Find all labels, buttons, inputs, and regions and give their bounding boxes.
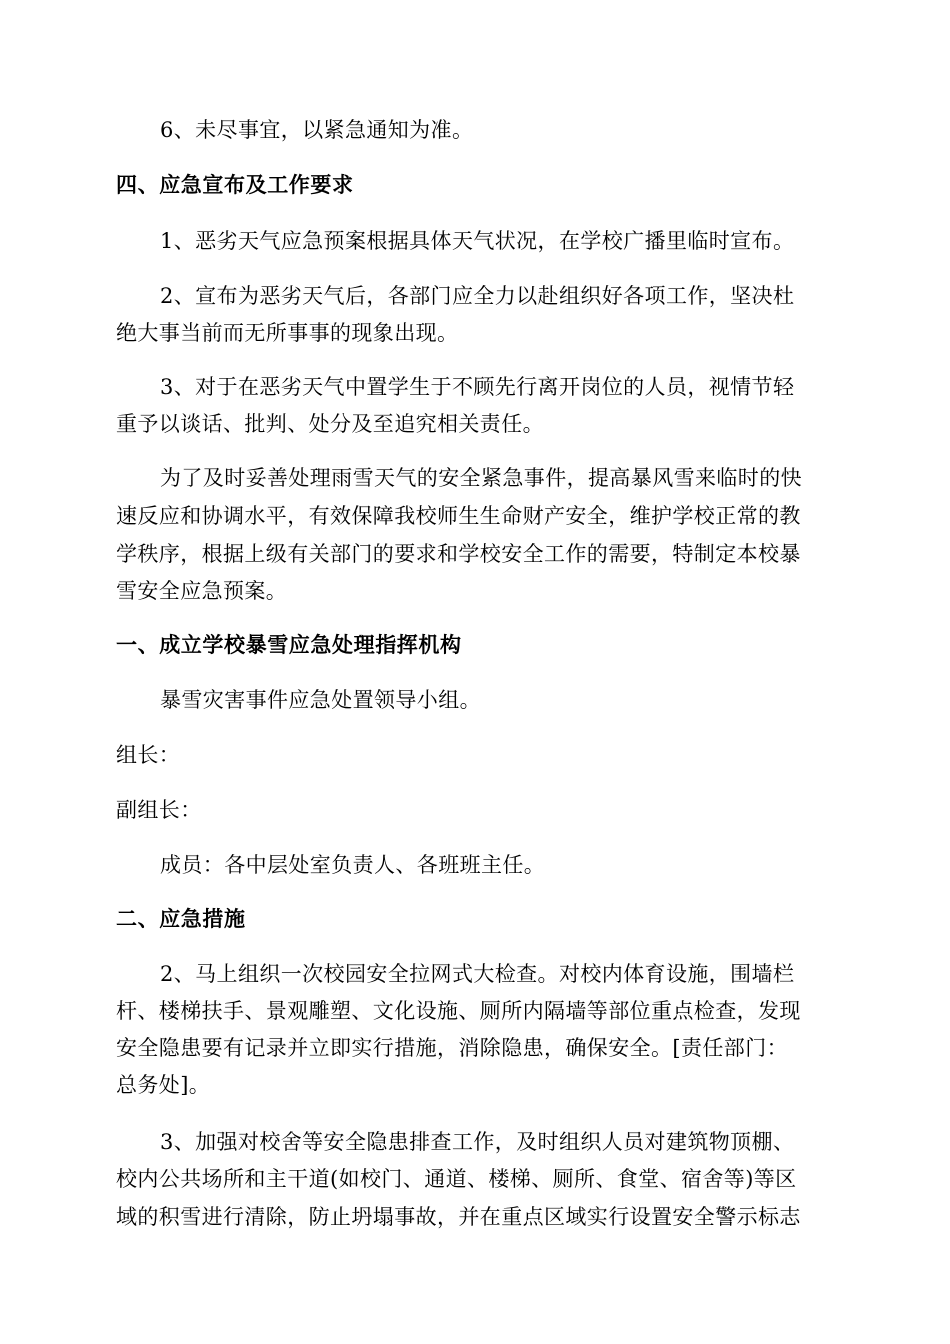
- measure-3-line-3: 域的积雪进行清除，防止坍塌事故，并在重点区域实行设置安全警示标志: [116, 1205, 801, 1229]
- item-3-line-1: 3、对于在恶劣天气中置学生于不顾先行离开岗位的人员，视情节轻: [160, 375, 795, 399]
- section-two-heading: 二、应急措施: [116, 907, 246, 931]
- measure-3-line-2: 校内公共场所和主干道(如校门、通道、楼梯、厕所、食堂、宿舍等)等区: [116, 1167, 797, 1191]
- intro-paragraph-line-3: 学秩序，根据上级有关部门的要求和学校安全工作的需要，特制定本校暴: [116, 542, 801, 566]
- item-1-text: 1、恶劣天气应急预案根据具体天气状况，在学校广播里临时宣布。: [160, 229, 795, 253]
- intro-paragraph-line-1: 为了及时妥善处理雨雪天气的安全紧急事件，提高暴风雪来临时的快: [160, 466, 802, 490]
- measure-2-line-1: 2、马上组织一次校园安全拉网式大检查。对校内体育设施，围墙栏: [160, 962, 795, 986]
- deputy-leader-label: 副组长：: [116, 798, 202, 822]
- intro-paragraph-line-4: 雪安全应急预案。: [116, 579, 288, 603]
- measure-2-line-2: 杆、楼梯扶手、景观雕塑、文化设施、厕所内隔墙等部位重点检查，发现: [116, 999, 801, 1023]
- members-text: 成员：各中层处室负责人、各班班主任。: [160, 853, 546, 877]
- section-one-heading: 一、成立学校暴雪应急处理指挥机构: [116, 633, 462, 657]
- item-2-line-2: 绝大事当前而无所事事的现象出现。: [116, 321, 459, 345]
- item-6-text: 6、未尽事宜，以紧急通知为准。: [160, 118, 474, 142]
- measure-2-line-3: 安全隐患要有记录并立即实行措施，消除隐患，确保安全。[责任部门：: [116, 1036, 788, 1060]
- item-2-line-1: 2、宣布为恶劣天气后，各部门应全力以赴组织好各项工作，坚决杜: [160, 284, 795, 308]
- section-four-heading: 四、应急宣布及工作要求: [116, 173, 354, 197]
- measure-3-line-1: 3、加强对校舍等安全隐患排查工作，及时组织人员对建筑物顶棚、: [160, 1130, 795, 1154]
- group-leader-label: 组长：: [116, 743, 181, 767]
- leadership-group-text: 暴雪灾害事件应急处置领导小组。: [160, 688, 481, 712]
- item-3-line-2: 重予以谈话、批判、处分及至追究相关责任。: [116, 412, 544, 436]
- measure-2-line-4: 总务处]。: [116, 1073, 211, 1097]
- intro-paragraph-line-2: 速反应和协调水平，有效保障我校师生生命财产安全，维护学校正常的教: [116, 504, 801, 528]
